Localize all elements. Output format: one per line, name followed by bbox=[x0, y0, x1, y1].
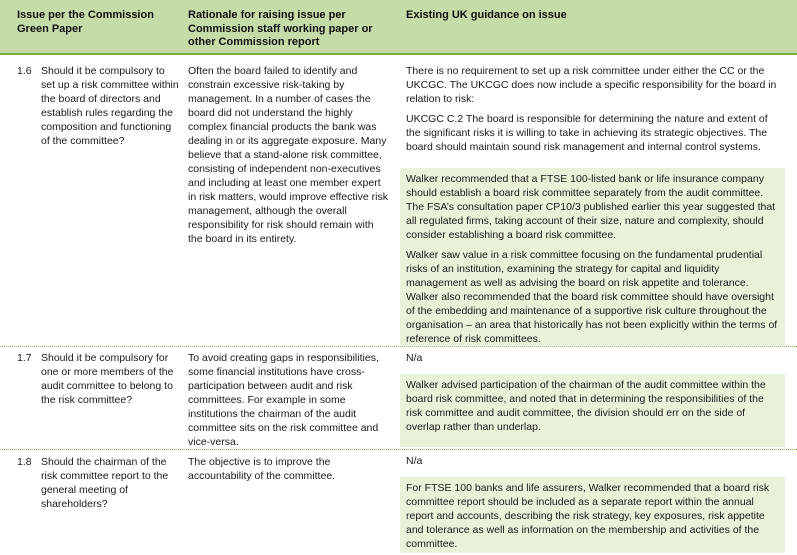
row-number: 1.6 bbox=[17, 65, 32, 77]
table-row bbox=[0, 58, 797, 345]
guidance-paragraph: UKCGC C.2 The board is responsible for determining the nature and extent of the significant risks it is willing to take in achieving its strategic objectives. The board should maintain sound risk management and internal control systems. bbox=[406, 113, 768, 153]
rationale-text: The objective is to improve the accountability of the committee. bbox=[188, 456, 336, 482]
guidance-paragraph: Walker recommended that a FTSE 100-listed bank or life insurance company should establish a board risk committee separately from the audit committee. The FSA’s consultation paper CP10/3 published earlier this year suggested that all regulated firms, taking account of their size, nature and complexity, should consider establishing a board risk committee. bbox=[406, 173, 776, 241]
guidance-paragraph: Walker advised participation of the chairman of the audit committee within the board risk committee, and noted that in determining the responsibilities of the risk committee and audit committee, the division should err on the side of overlap rather than underlap. bbox=[406, 379, 766, 433]
issue-text: Should the chairman of the risk committee report to the general meeting of shareholders? bbox=[41, 456, 169, 510]
table-header bbox=[0, 0, 797, 55]
header-guidance: Existing UK guidance on issue bbox=[406, 9, 567, 21]
guidance-paragraph: There is no requirement to set up a risk committee under either the CC or the UKCGC. The UKCGC does now include a specific responsibility for the board in relation to risk: bbox=[406, 65, 777, 105]
guidance-cell bbox=[400, 347, 785, 373]
table-row bbox=[0, 347, 797, 447]
guidance-cell bbox=[400, 450, 785, 476]
guidance-paragraph: N/a bbox=[406, 455, 423, 467]
rationale-text: To avoid creating gaps in responsibilities, some financial institutions have cross-participation between audit and risk committees. For example in some institutions the chairman of the audit committee sits on the risk committee and vice-versa. bbox=[188, 352, 379, 448]
header-issue: Issue per the Commission Green Paper bbox=[17, 9, 154, 35]
row-number: 1.8 bbox=[17, 456, 32, 468]
guidance-cell bbox=[400, 60, 785, 166]
rationale-text: Often the board failed to identify and constrain excessive risk-taking by management. In a number of cases the board did not understand the highly complex financial products the bank was dealing in or its aggregate exposure. Many believe that a stand-alone risk committee, consisting of independent non-executives and including at least one member expert in risk matters, would improve effective risk management, although the overall responsibility for risk should remain with the board in its entirety. bbox=[188, 65, 388, 245]
row-number: 1.7 bbox=[17, 352, 32, 364]
guidance-cell-shaded bbox=[400, 477, 785, 553]
guidance-cell-shaded bbox=[400, 374, 785, 447]
table-row bbox=[0, 450, 797, 555]
guidance-paragraph: Walker saw value in a risk committee focusing on the fundamental prudential risks of an institution, examining the strategy for capital and liquidity management as well as advising the board on risk appetite and tolerance. Walker also recommended that the board risk committee should have oversight of the embedding and maintenance of a supportive risk culture throughout the organisation – an area that historically has not been explicitly within the terms of reference of risk committees. bbox=[406, 249, 778, 345]
guidance-paragraph: N/a bbox=[406, 352, 423, 364]
issue-text: Should it be compulsory to set up a risk committee within the board of directors and establish rules regarding the composition and functioning of the committee? bbox=[41, 65, 179, 147]
header-rationale: Rationale for raising issue per Commission staff working paper or other Commission report bbox=[188, 9, 373, 48]
guidance-cell-shaded bbox=[400, 168, 785, 345]
issue-text: Should it be compulsory for one or more members of the audit committee to belong to the risk committee? bbox=[41, 352, 174, 406]
guidance-paragraph: For FTSE 100 banks and life assurers, Walker recommended that a board risk committee report should be included as a separate report within the annual report and accounts, describing the risk strategy, key exposures, risk appetite and tolerance as well as information on the membership and activities of the committee. bbox=[406, 482, 770, 550]
